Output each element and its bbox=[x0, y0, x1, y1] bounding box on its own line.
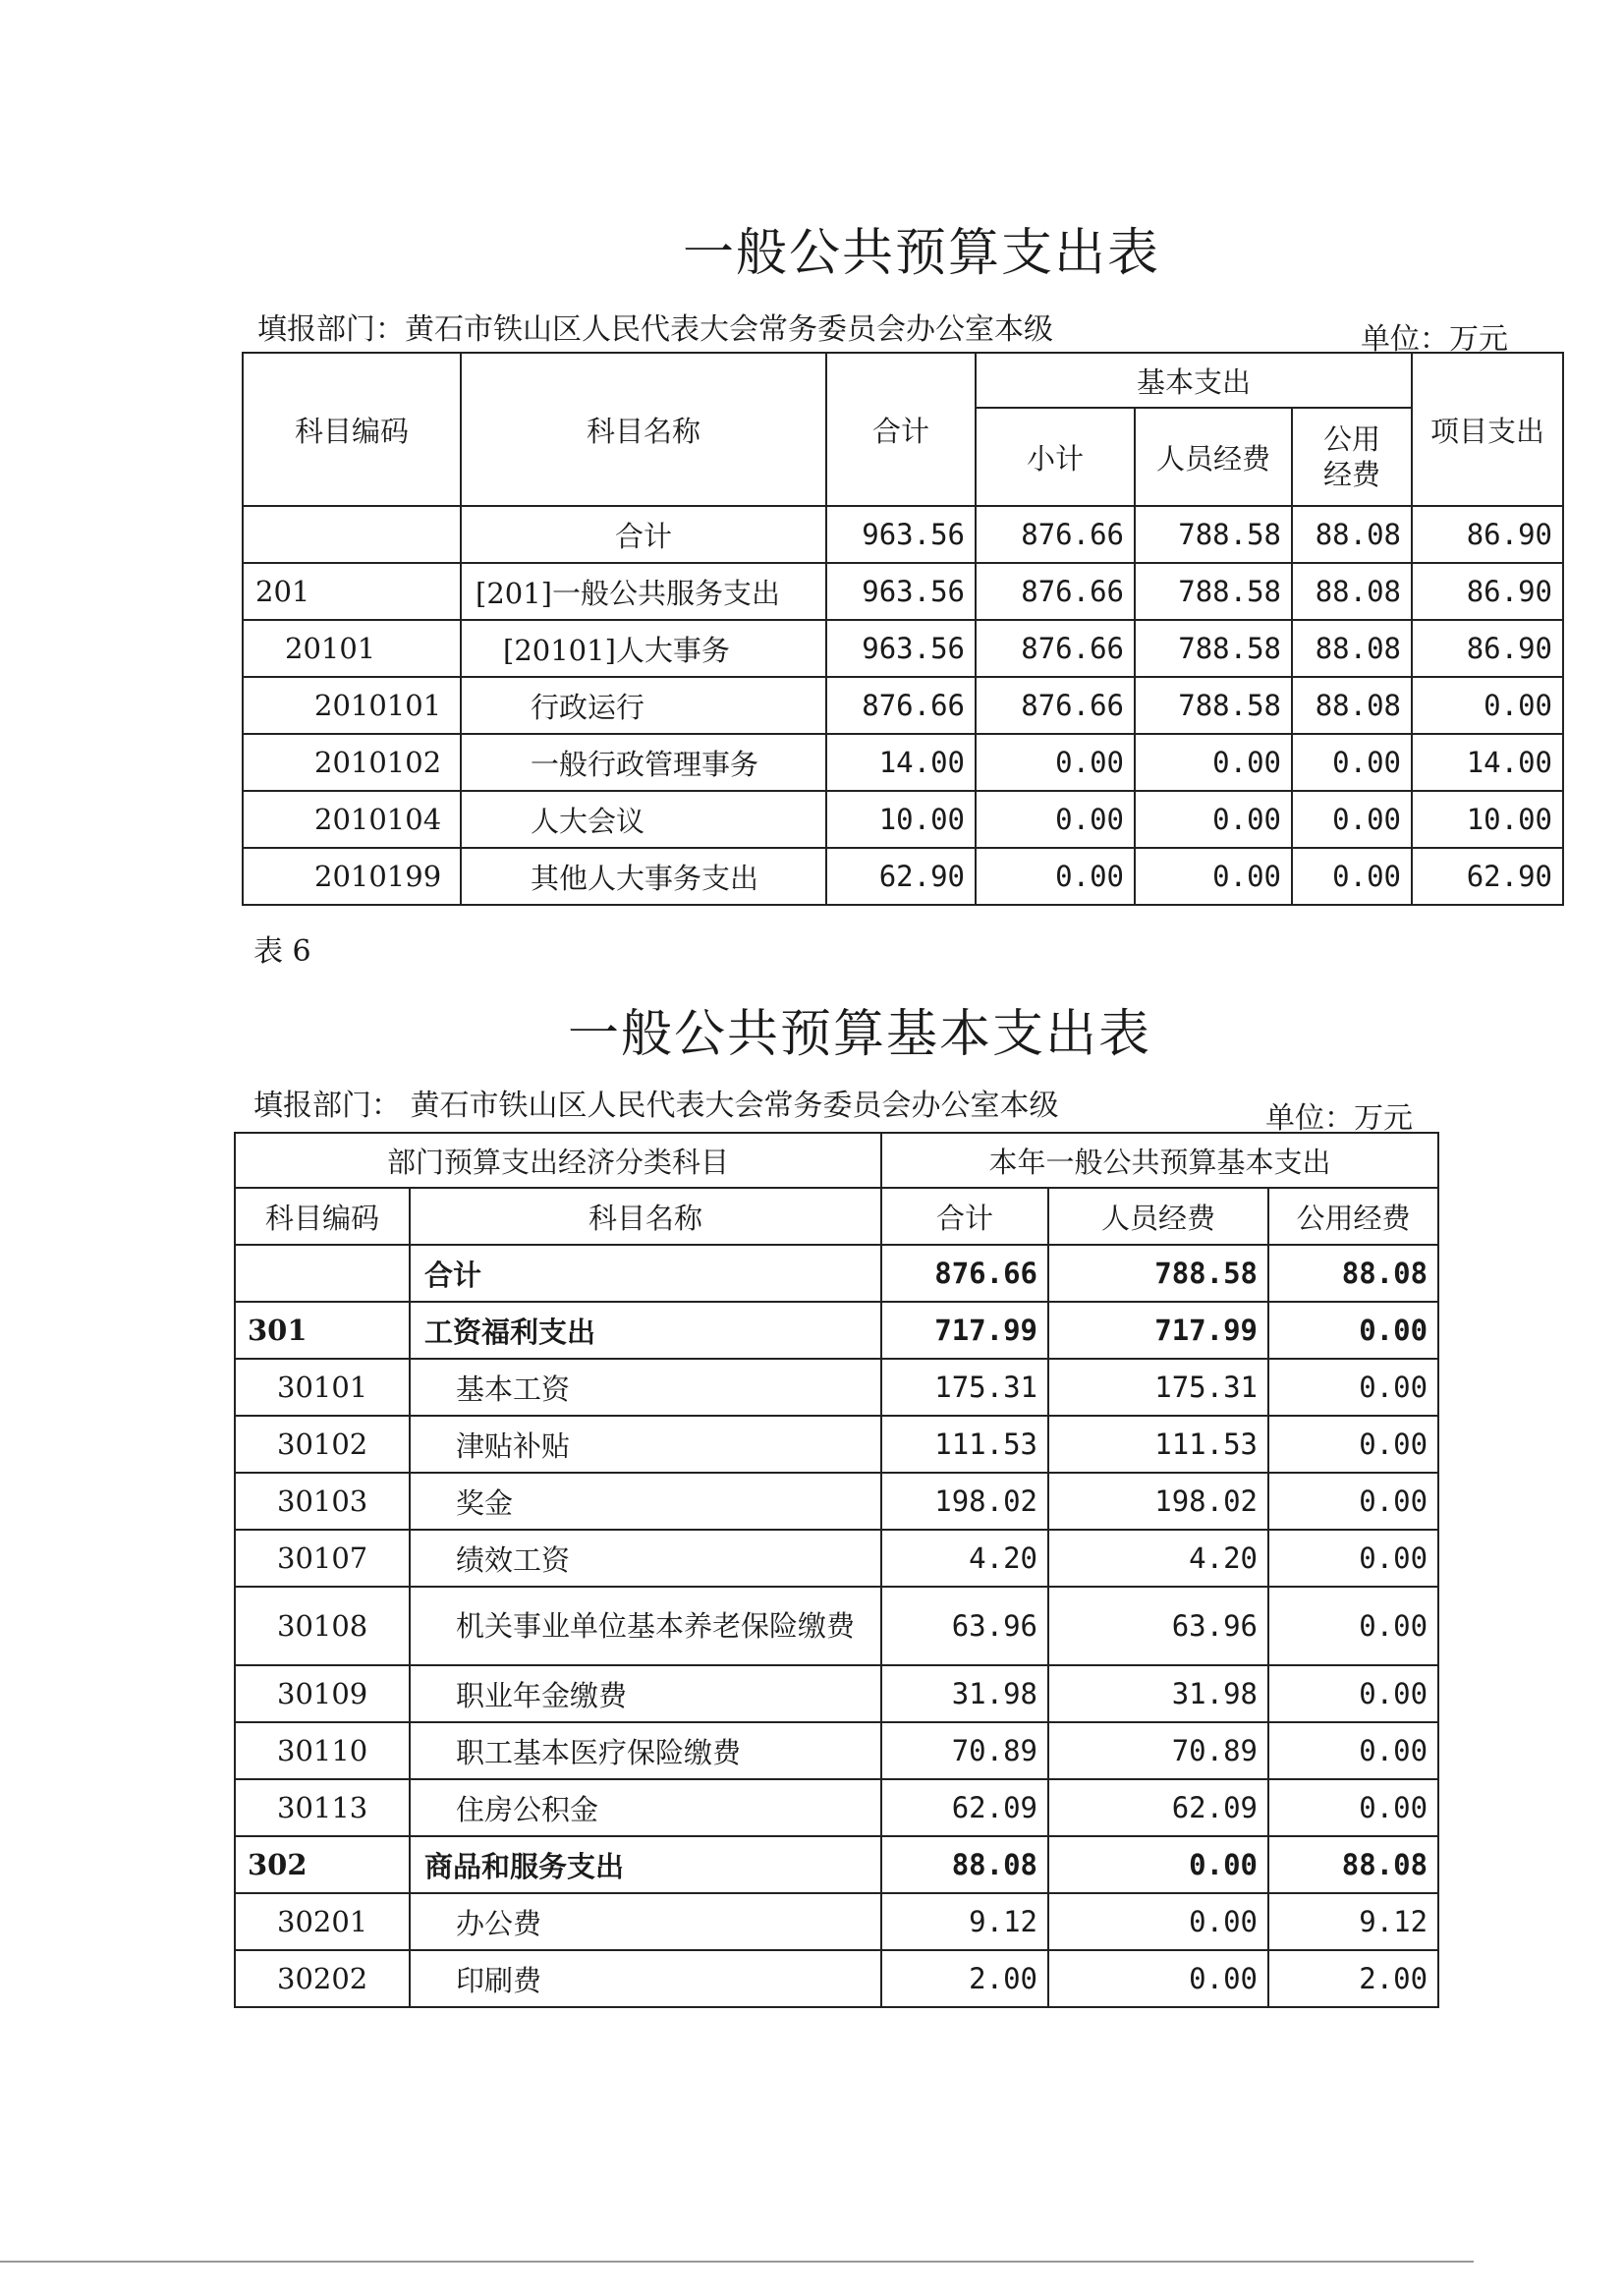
header-public: 公用 经费 bbox=[1292, 408, 1412, 506]
total-cell: 198.02 bbox=[881, 1473, 1048, 1530]
public-cell: 9.12 bbox=[1268, 1893, 1438, 1950]
code-cell: 2010102 bbox=[243, 734, 461, 791]
personnel-cell: 175.31 bbox=[1048, 1359, 1268, 1416]
header-basic: 基本支出 bbox=[976, 353, 1412, 408]
total-cell: 62.09 bbox=[881, 1779, 1048, 1836]
name-cell: 津贴补贴 bbox=[410, 1416, 881, 1473]
subtotal-cell: 876.66 bbox=[976, 620, 1135, 677]
public-cell: 88.08 bbox=[1292, 620, 1412, 677]
table-row bbox=[243, 791, 1563, 848]
table-row bbox=[235, 1245, 1438, 1302]
subtotal-cell: 0.00 bbox=[976, 848, 1135, 905]
total-cell: 63.96 bbox=[881, 1587, 1048, 1665]
name-cell: 职业年金缴费 bbox=[410, 1665, 881, 1722]
name-cell: 其他人大事务支出 bbox=[461, 848, 826, 905]
personnel-cell: 62.09 bbox=[1048, 1779, 1268, 1836]
header-project: 项目支出 bbox=[1412, 353, 1563, 506]
code-cell: 2010101 bbox=[243, 677, 461, 734]
table-row bbox=[235, 1302, 1438, 1359]
code-cell: 30102 bbox=[235, 1416, 410, 1473]
public-cell: 0.00 bbox=[1268, 1416, 1438, 1473]
total-cell: 9.12 bbox=[881, 1893, 1048, 1950]
personnel-cell: 63.96 bbox=[1048, 1587, 1268, 1665]
personnel-cell: 111.53 bbox=[1048, 1416, 1268, 1473]
project-cell: 62.90 bbox=[1412, 848, 1563, 905]
name-cell: [201]一般公共服务支出 bbox=[461, 563, 826, 620]
code-cell: 2010199 bbox=[243, 848, 461, 905]
total-cell: 62.90 bbox=[826, 848, 976, 905]
personnel-cell: 788.58 bbox=[1135, 563, 1292, 620]
project-cell: 14.00 bbox=[1412, 734, 1563, 791]
public-cell: 0.00 bbox=[1268, 1530, 1438, 1587]
public-cell: 88.08 bbox=[1292, 506, 1412, 563]
header-personnel: 人员经费 bbox=[1135, 408, 1292, 506]
table-label: 表 6 bbox=[253, 934, 311, 969]
name-cell: 基本工资 bbox=[410, 1359, 881, 1416]
code-cell: 301 bbox=[235, 1302, 410, 1359]
table-row bbox=[235, 1722, 1438, 1779]
total-cell: 14.00 bbox=[826, 734, 976, 791]
table1-title: 一般公共预算支出表 bbox=[683, 224, 1161, 283]
header-group-right: 本年一般公共预算基本支出 bbox=[881, 1133, 1438, 1188]
header-code: 科目编码 bbox=[243, 353, 461, 506]
header-code: 科目编码 bbox=[235, 1188, 410, 1245]
code-cell: 30110 bbox=[235, 1722, 410, 1779]
name-cell: 行政运行 bbox=[461, 677, 826, 734]
total-cell: 31.98 bbox=[881, 1665, 1048, 1722]
code-cell: 30109 bbox=[235, 1665, 410, 1722]
personnel-cell: 788.58 bbox=[1135, 506, 1292, 563]
personnel-cell: 4.20 bbox=[1048, 1530, 1268, 1587]
header-name: 科目名称 bbox=[410, 1188, 881, 1245]
table-row bbox=[235, 1530, 1438, 1587]
personnel-cell: 0.00 bbox=[1135, 848, 1292, 905]
name-cell: 办公费 bbox=[410, 1893, 881, 1950]
table2-unit: 单位：万元 bbox=[1265, 1101, 1413, 1136]
public-cell: 0.00 bbox=[1268, 1587, 1438, 1665]
personnel-cell: 717.99 bbox=[1048, 1302, 1268, 1359]
public-cell: 0.00 bbox=[1292, 791, 1412, 848]
subtotal-cell: 0.00 bbox=[976, 791, 1135, 848]
total-cell: 4.20 bbox=[881, 1530, 1048, 1587]
table-row bbox=[235, 1950, 1438, 2007]
personnel-cell: 788.58 bbox=[1135, 620, 1292, 677]
code-cell: 30103 bbox=[235, 1473, 410, 1530]
code-cell: 30201 bbox=[235, 1893, 410, 1950]
personnel-cell: 0.00 bbox=[1048, 1836, 1268, 1893]
total-cell: 963.56 bbox=[826, 563, 976, 620]
table2-title: 一般公共预算基本支出表 bbox=[568, 1005, 1152, 1064]
subtotal-cell: 876.66 bbox=[976, 506, 1135, 563]
total-cell: 111.53 bbox=[881, 1416, 1048, 1473]
personnel-cell: 788.58 bbox=[1135, 677, 1292, 734]
name-cell: 奖金 bbox=[410, 1473, 881, 1530]
name-cell: 工资福利支出 bbox=[410, 1302, 881, 1359]
name-cell: 住房公积金 bbox=[410, 1779, 881, 1836]
public-cell: 88.08 bbox=[1292, 563, 1412, 620]
table2-dept: 填报部门： 黄石市铁山区人民代表大会常务委员会办公室本级 bbox=[253, 1089, 1059, 1123]
personnel-cell: 0.00 bbox=[1048, 1950, 1268, 2007]
scan-edge-line bbox=[0, 2261, 1474, 2263]
code-cell: 302 bbox=[235, 1836, 410, 1893]
table-row bbox=[235, 1587, 1438, 1665]
total-cell: 717.99 bbox=[881, 1302, 1048, 1359]
project-cell: 86.90 bbox=[1412, 506, 1563, 563]
code-cell bbox=[235, 1245, 410, 1302]
table-row bbox=[243, 677, 1563, 734]
code-cell bbox=[243, 506, 461, 563]
personnel-cell: 0.00 bbox=[1135, 734, 1292, 791]
public-cell: 0.00 bbox=[1268, 1779, 1438, 1836]
table1-dept: 填报部门：黄石市铁山区人民代表大会常务委员会办公室本级 bbox=[257, 312, 1053, 347]
personnel-cell: 31.98 bbox=[1048, 1665, 1268, 1722]
total-cell: 175.31 bbox=[881, 1359, 1048, 1416]
table-row bbox=[243, 848, 1563, 905]
name-cell: 商品和服务支出 bbox=[410, 1836, 881, 1893]
header-public: 公用经费 bbox=[1268, 1188, 1438, 1245]
public-cell: 0.00 bbox=[1268, 1665, 1438, 1722]
code-cell: 20101 bbox=[243, 620, 461, 677]
table-row bbox=[235, 1416, 1438, 1473]
name-cell: 合计 bbox=[410, 1245, 881, 1302]
table-row bbox=[235, 1779, 1438, 1836]
public-cell: 0.00 bbox=[1292, 734, 1412, 791]
name-cell: 人大会议 bbox=[461, 791, 826, 848]
total-cell: 876.66 bbox=[826, 677, 976, 734]
code-cell: 30101 bbox=[235, 1359, 410, 1416]
header-name: 科目名称 bbox=[461, 353, 826, 506]
code-cell: 30113 bbox=[235, 1779, 410, 1836]
table-row bbox=[235, 1893, 1438, 1950]
public-cell: 0.00 bbox=[1292, 848, 1412, 905]
table-row bbox=[235, 1665, 1438, 1722]
project-cell: 86.90 bbox=[1412, 620, 1563, 677]
table-row bbox=[243, 734, 1563, 791]
subtotal-cell: 876.66 bbox=[976, 677, 1135, 734]
public-cell: 88.08 bbox=[1268, 1836, 1438, 1893]
name-cell: 印刷费 bbox=[410, 1950, 881, 2007]
public-cell: 88.08 bbox=[1292, 677, 1412, 734]
project-cell: 10.00 bbox=[1412, 791, 1563, 848]
subtotal-cell: 0.00 bbox=[976, 734, 1135, 791]
total-cell: 10.00 bbox=[826, 791, 976, 848]
header-subtotal: 小计 bbox=[976, 408, 1135, 506]
public-cell: 0.00 bbox=[1268, 1722, 1438, 1779]
general-budget-basic-expenditure-table bbox=[234, 1132, 1439, 2008]
table-row bbox=[243, 620, 1563, 677]
name-cell: 绩效工资 bbox=[410, 1530, 881, 1587]
header-total: 合计 bbox=[826, 353, 976, 506]
total-cell: 963.56 bbox=[826, 506, 976, 563]
table-row bbox=[243, 563, 1563, 620]
name-cell: 合计 bbox=[461, 506, 826, 563]
public-cell: 0.00 bbox=[1268, 1302, 1438, 1359]
public-cell: 0.00 bbox=[1268, 1359, 1438, 1416]
public-cell: 2.00 bbox=[1268, 1950, 1438, 2007]
subtotal-cell: 876.66 bbox=[976, 563, 1135, 620]
project-cell: 0.00 bbox=[1412, 677, 1563, 734]
code-cell: 2010104 bbox=[243, 791, 461, 848]
project-cell: 86.90 bbox=[1412, 563, 1563, 620]
personnel-cell: 0.00 bbox=[1135, 791, 1292, 848]
table-row bbox=[235, 1359, 1438, 1416]
header-group-left: 部门预算支出经济分类科目 bbox=[235, 1133, 881, 1188]
code-cell: 201 bbox=[243, 563, 461, 620]
code-cell: 30108 bbox=[235, 1587, 410, 1665]
code-cell: 30107 bbox=[235, 1530, 410, 1587]
table-row bbox=[235, 1473, 1438, 1530]
personnel-cell: 70.89 bbox=[1048, 1722, 1268, 1779]
total-cell: 88.08 bbox=[881, 1836, 1048, 1893]
header-personnel: 人员经费 bbox=[1048, 1188, 1268, 1245]
name-cell: 机关事业单位基本养老保险缴费 bbox=[410, 1587, 881, 1665]
table-row bbox=[235, 1836, 1438, 1893]
personnel-cell: 788.58 bbox=[1048, 1245, 1268, 1302]
total-cell: 70.89 bbox=[881, 1722, 1048, 1779]
general-budget-expenditure-table bbox=[242, 352, 1564, 906]
personnel-cell: 0.00 bbox=[1048, 1893, 1268, 1950]
name-cell: [20101]人大事务 bbox=[461, 620, 826, 677]
name-cell: 职工基本医疗保险缴费 bbox=[410, 1722, 881, 1779]
total-cell: 963.56 bbox=[826, 620, 976, 677]
code-cell: 30202 bbox=[235, 1950, 410, 2007]
table-row bbox=[243, 506, 1563, 563]
table1-unit: 单位：万元 bbox=[1361, 322, 1508, 357]
public-cell: 0.00 bbox=[1268, 1473, 1438, 1530]
public-cell: 88.08 bbox=[1268, 1245, 1438, 1302]
total-cell: 876.66 bbox=[881, 1245, 1048, 1302]
total-cell: 2.00 bbox=[881, 1950, 1048, 2007]
header-total: 合计 bbox=[881, 1188, 1048, 1245]
personnel-cell: 198.02 bbox=[1048, 1473, 1268, 1530]
name-cell: 一般行政管理事务 bbox=[461, 734, 826, 791]
